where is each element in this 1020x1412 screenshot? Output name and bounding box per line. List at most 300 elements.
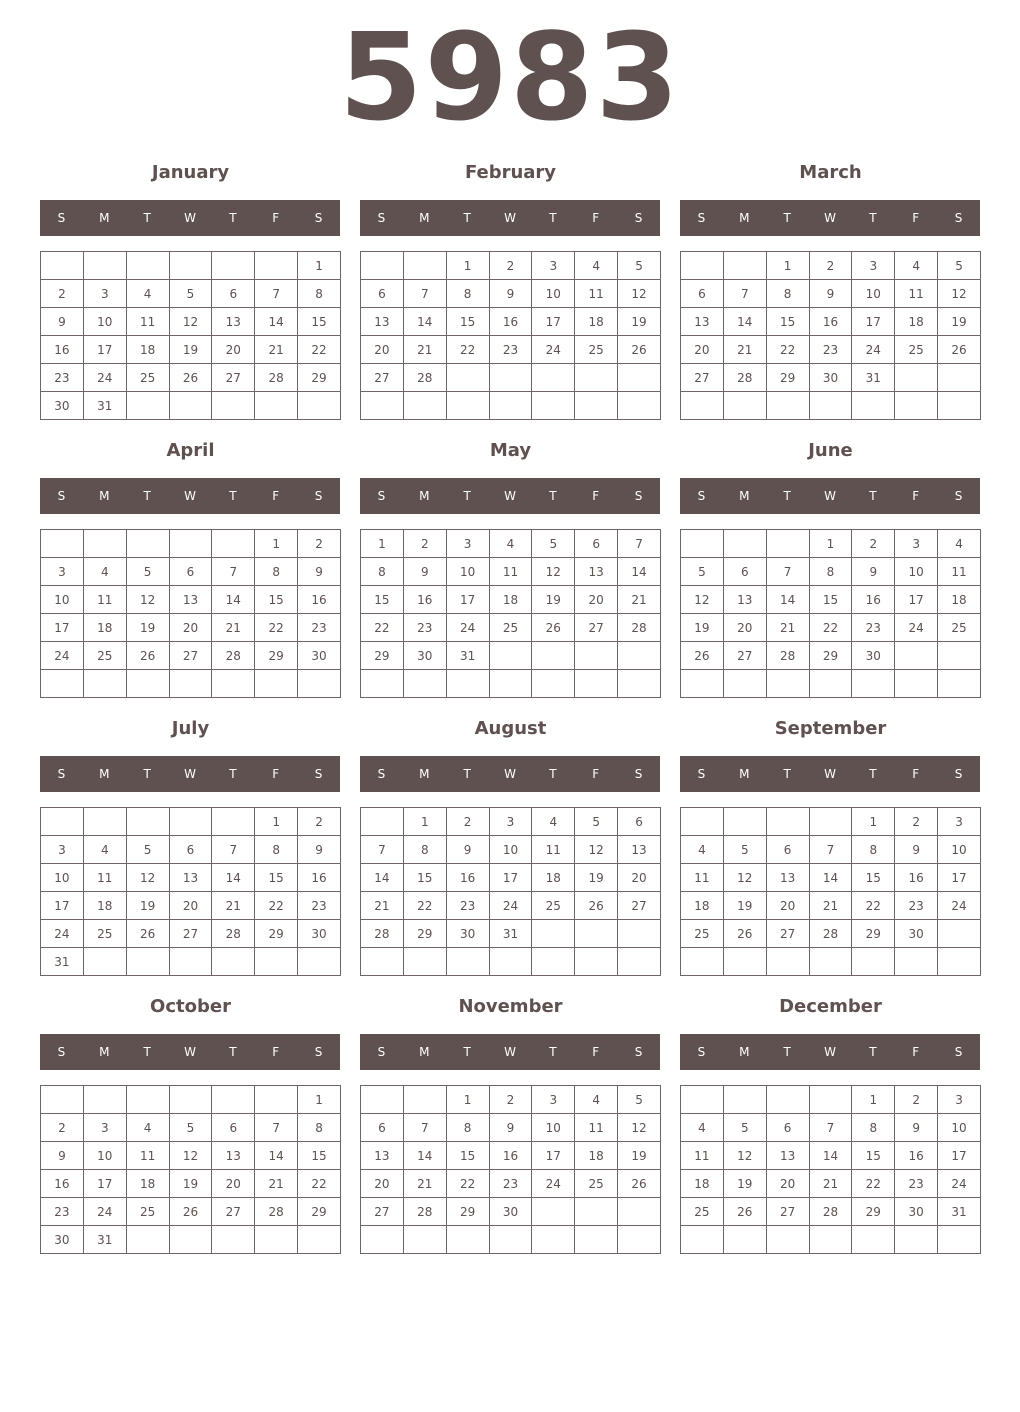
day-cell: 14 [255,1142,298,1170]
day-cell [446,948,489,976]
day-grid [40,1085,341,1254]
day-cell: 15 [852,1142,895,1170]
day-grid [40,807,341,976]
day-grid [360,251,661,420]
day-cell [532,364,575,392]
weekday-header [360,1034,660,1070]
day-cell: 11 [83,864,126,892]
week-row [681,364,981,392]
day-cell: 29 [298,364,341,392]
day-cell: 14 [255,308,298,336]
day-cell: 15 [298,1142,341,1170]
day-cell: 28 [809,1198,852,1226]
day-cell: 15 [298,308,341,336]
day-cell: 22 [852,1170,895,1198]
day-cell: 13 [361,308,404,336]
day-cell: 1 [766,252,809,280]
weekday-label: S [954,1045,963,1059]
week-row [681,642,981,670]
day-cell: 30 [298,642,341,670]
day-cell: 24 [532,1170,575,1198]
day-cell: 16 [895,1142,938,1170]
weekday-label: T [143,1045,151,1059]
day-cell: 24 [446,614,489,642]
day-cell: 16 [809,308,852,336]
day-cell: 5 [723,1114,766,1142]
day-cell: 16 [403,586,446,614]
day-cell: 30 [852,642,895,670]
weekday-header [40,756,340,792]
day-cell: 7 [766,558,809,586]
day-cell: 10 [532,1114,575,1142]
day-cell: 9 [809,280,852,308]
day-cell: 18 [575,308,618,336]
weekday-label: M [739,489,750,503]
weekday-label: T [143,489,151,503]
day-cell [41,530,84,558]
day-cell: 17 [938,1142,981,1170]
weekday-label: W [824,767,836,781]
day-cell: 15 [255,586,298,614]
day-cell: 13 [575,558,618,586]
weekday-label: T [783,767,791,781]
day-cell: 11 [575,1114,618,1142]
day-cell: 26 [169,1198,212,1226]
day-cell: 10 [446,558,489,586]
day-cell: 20 [766,1170,809,1198]
day-cell: 24 [83,364,126,392]
week-row [361,614,661,642]
week-row [681,558,981,586]
week-row [41,864,341,892]
day-cell: 25 [532,892,575,920]
month-name: December [779,996,882,1017]
day-cell: 15 [446,308,489,336]
day-cell: 13 [169,864,212,892]
day-cell: 30 [41,1226,84,1254]
weekday-label: T [549,1045,557,1059]
day-cell: 21 [809,1170,852,1198]
day-cell [809,670,852,698]
week-row [681,1170,981,1198]
day-cell: 15 [446,1142,489,1170]
day-cell: 15 [361,586,404,614]
week-row [41,308,341,336]
day-cell: 27 [212,1198,255,1226]
weekday-label: T [869,489,877,503]
day-cell: 9 [298,836,341,864]
day-cell: 24 [41,642,84,670]
day-cell [723,1226,766,1254]
day-cell: 28 [255,1198,298,1226]
weekday-label: F [272,767,280,781]
day-cell: 14 [403,308,446,336]
day-cell: 4 [532,808,575,836]
day-cell [618,364,661,392]
day-cell [809,1086,852,1114]
day-cell: 10 [852,280,895,308]
day-cell: 25 [83,920,126,948]
day-cell: 10 [83,1142,126,1170]
day-cell: 2 [298,530,341,558]
day-cell: 10 [83,308,126,336]
weekday-label: S [954,767,963,781]
day-cell: 7 [212,558,255,586]
day-cell: 13 [766,864,809,892]
day-cell [532,948,575,976]
day-cell: 9 [446,836,489,864]
day-cell: 2 [489,1086,532,1114]
day-grid [680,529,981,698]
weekday-label: W [504,489,516,503]
day-cell: 26 [723,1198,766,1226]
week-row [681,530,981,558]
day-cell: 31 [83,1226,126,1254]
week-row [681,1114,981,1142]
day-grid [360,1085,661,1254]
day-cell: 15 [403,864,446,892]
day-cell: 8 [298,1114,341,1142]
day-cell: 29 [809,642,852,670]
day-cell: 4 [575,1086,618,1114]
weekday-label: T [783,211,791,225]
day-cell: 20 [681,336,724,364]
day-cell [212,530,255,558]
day-cell: 23 [489,336,532,364]
week-row [41,530,341,558]
day-cell: 19 [126,892,169,920]
day-cell [532,920,575,948]
day-cell: 22 [403,892,446,920]
day-cell: 31 [852,364,895,392]
week-row [361,864,661,892]
day-cell: 15 [852,864,895,892]
day-cell [446,670,489,698]
day-cell: 12 [938,280,981,308]
day-grid [40,529,341,698]
day-cell [895,948,938,976]
day-cell [723,252,766,280]
day-cell: 19 [723,1170,766,1198]
week-row [41,614,341,642]
day-grid [360,807,661,976]
day-cell [298,670,341,698]
weekday-label: T [783,1045,791,1059]
day-cell: 26 [681,642,724,670]
weekday-label: S [697,767,706,781]
day-cell [809,808,852,836]
day-cell: 1 [852,1086,895,1114]
weekday-label: T [549,767,557,781]
week-row [361,1086,661,1114]
day-cell: 10 [489,836,532,864]
day-cell: 26 [618,336,661,364]
day-cell: 5 [618,252,661,280]
day-cell [532,392,575,420]
day-cell: 23 [809,336,852,364]
day-cell: 22 [298,1170,341,1198]
day-cell [83,948,126,976]
day-cell: 23 [489,1170,532,1198]
weekday-header [40,1034,340,1070]
day-cell: 7 [809,1114,852,1142]
day-cell: 30 [298,920,341,948]
day-cell: 4 [126,1114,169,1142]
weekday-label: M [419,1045,430,1059]
day-cell: 24 [532,336,575,364]
day-cell: 12 [169,308,212,336]
day-cell [575,948,618,976]
day-cell: 4 [895,252,938,280]
day-cell: 26 [126,642,169,670]
day-cell: 19 [126,614,169,642]
day-cell: 4 [938,530,981,558]
day-cell: 25 [938,614,981,642]
weekday-label: S [954,211,963,225]
weekday-label: S [57,489,66,503]
day-cell [766,530,809,558]
week-row [361,948,661,976]
day-cell: 3 [41,836,84,864]
weekday-label: S [697,489,706,503]
week-row [681,1142,981,1170]
weekday-label: F [592,489,600,503]
weekday-label: S [954,489,963,503]
day-cell [618,642,661,670]
day-cell: 2 [403,530,446,558]
day-cell: 28 [255,364,298,392]
day-cell: 21 [361,892,404,920]
day-cell: 16 [489,1142,532,1170]
month-name: October [150,996,231,1017]
weekday-label: F [912,211,920,225]
day-cell [809,392,852,420]
day-grid [680,251,981,420]
week-row [681,392,981,420]
day-cell: 31 [489,920,532,948]
day-cell: 14 [403,1142,446,1170]
day-cell [618,670,661,698]
day-cell: 11 [895,280,938,308]
day-cell: 1 [298,252,341,280]
day-cell: 13 [681,308,724,336]
day-cell: 17 [852,308,895,336]
day-cell [618,1226,661,1254]
day-cell [212,1086,255,1114]
day-cell [681,808,724,836]
day-cell: 19 [169,1170,212,1198]
weekday-label: S [314,489,323,503]
day-cell: 19 [618,1142,661,1170]
day-cell: 20 [169,614,212,642]
week-row [361,670,661,698]
day-cell: 19 [618,308,661,336]
day-cell: 17 [83,1170,126,1198]
day-cell: 29 [852,920,895,948]
weekday-label: M [99,489,110,503]
day-cell: 29 [298,1198,341,1226]
day-cell: 11 [126,1142,169,1170]
day-cell [298,1226,341,1254]
day-cell [938,920,981,948]
day-cell: 7 [723,280,766,308]
day-cell [852,670,895,698]
day-cell [83,670,126,698]
weekday-label: T [463,489,471,503]
weekday-label: W [824,1045,836,1059]
day-cell: 29 [255,920,298,948]
day-cell: 9 [895,1114,938,1142]
week-row [41,642,341,670]
weekday-label: W [824,211,836,225]
day-cell [766,670,809,698]
day-cell: 27 [766,920,809,948]
day-cell: 7 [212,836,255,864]
day-cell: 18 [126,336,169,364]
day-cell [169,530,212,558]
day-cell: 3 [41,558,84,586]
day-cell: 17 [41,614,84,642]
weekday-label: S [634,489,643,503]
day-cell [723,948,766,976]
day-cell: 14 [723,308,766,336]
day-cell: 2 [489,252,532,280]
weekday-label: W [184,767,196,781]
day-cell [681,948,724,976]
day-cell: 7 [403,280,446,308]
day-cell: 23 [41,1198,84,1226]
weekday-label: M [99,1045,110,1059]
weekday-header [40,200,340,236]
day-cell [681,670,724,698]
weekday-label: W [824,489,836,503]
day-cell: 18 [938,586,981,614]
day-cell: 10 [938,836,981,864]
day-cell: 19 [575,864,618,892]
day-cell: 20 [361,336,404,364]
day-cell: 28 [723,364,766,392]
day-cell: 23 [895,1170,938,1198]
day-cell: 9 [489,280,532,308]
weekday-label: T [869,211,877,225]
weekday-label: S [57,211,66,225]
day-cell: 25 [575,1170,618,1198]
day-cell: 14 [766,586,809,614]
day-cell [489,364,532,392]
weekday-label: T [143,211,151,225]
day-cell: 13 [766,1142,809,1170]
day-cell: 3 [532,1086,575,1114]
day-cell: 24 [41,920,84,948]
day-cell: 22 [766,336,809,364]
day-cell [681,1226,724,1254]
day-cell [255,392,298,420]
weekday-label: W [184,211,196,225]
day-cell: 10 [895,558,938,586]
day-cell: 8 [255,558,298,586]
week-row [361,392,661,420]
day-cell [618,392,661,420]
day-cell [489,948,532,976]
weekday-label: T [783,489,791,503]
day-cell: 20 [212,336,255,364]
day-cell [723,670,766,698]
weekday-label: M [99,767,110,781]
day-cell: 2 [298,808,341,836]
week-row [41,948,341,976]
day-cell: 14 [809,1142,852,1170]
day-cell [41,252,84,280]
day-cell: 6 [575,530,618,558]
day-cell: 8 [361,558,404,586]
weekday-label: T [229,211,237,225]
day-cell: 7 [255,1114,298,1142]
day-cell: 27 [575,614,618,642]
week-row [361,1114,661,1142]
week-row [41,670,341,698]
day-cell [403,392,446,420]
day-cell: 2 [852,530,895,558]
day-cell [212,1226,255,1254]
weekday-label: T [463,211,471,225]
day-cell [169,1226,212,1254]
day-cell: 11 [532,836,575,864]
day-cell: 8 [403,836,446,864]
day-cell: 16 [895,864,938,892]
day-cell: 8 [446,280,489,308]
day-cell: 22 [446,1170,489,1198]
day-cell: 28 [403,1198,446,1226]
day-cell: 2 [895,1086,938,1114]
day-cell: 24 [938,892,981,920]
day-cell: 4 [575,252,618,280]
day-cell: 9 [852,558,895,586]
day-cell [938,364,981,392]
day-cell [938,642,981,670]
day-cell: 30 [895,920,938,948]
day-cell: 3 [938,808,981,836]
day-cell [212,252,255,280]
day-cell: 17 [895,586,938,614]
day-cell: 30 [895,1198,938,1226]
week-row [361,586,661,614]
day-cell: 30 [809,364,852,392]
day-cell [126,252,169,280]
weekday-label: T [463,1045,471,1059]
month-name: June [808,440,853,461]
day-cell [126,1226,169,1254]
day-cell: 5 [169,1114,212,1142]
day-cell: 3 [938,1086,981,1114]
week-row [681,920,981,948]
day-cell: 6 [361,1114,404,1142]
day-cell [83,808,126,836]
weekday-label: F [272,1045,280,1059]
day-cell: 8 [446,1114,489,1142]
day-grid [680,1085,981,1254]
day-cell [255,1226,298,1254]
day-cell [212,808,255,836]
day-cell: 2 [446,808,489,836]
day-cell [255,252,298,280]
week-row [361,308,661,336]
week-row [41,1198,341,1226]
day-cell [575,392,618,420]
day-cell: 8 [809,558,852,586]
week-row [681,808,981,836]
day-cell: 23 [852,614,895,642]
day-cell [895,670,938,698]
